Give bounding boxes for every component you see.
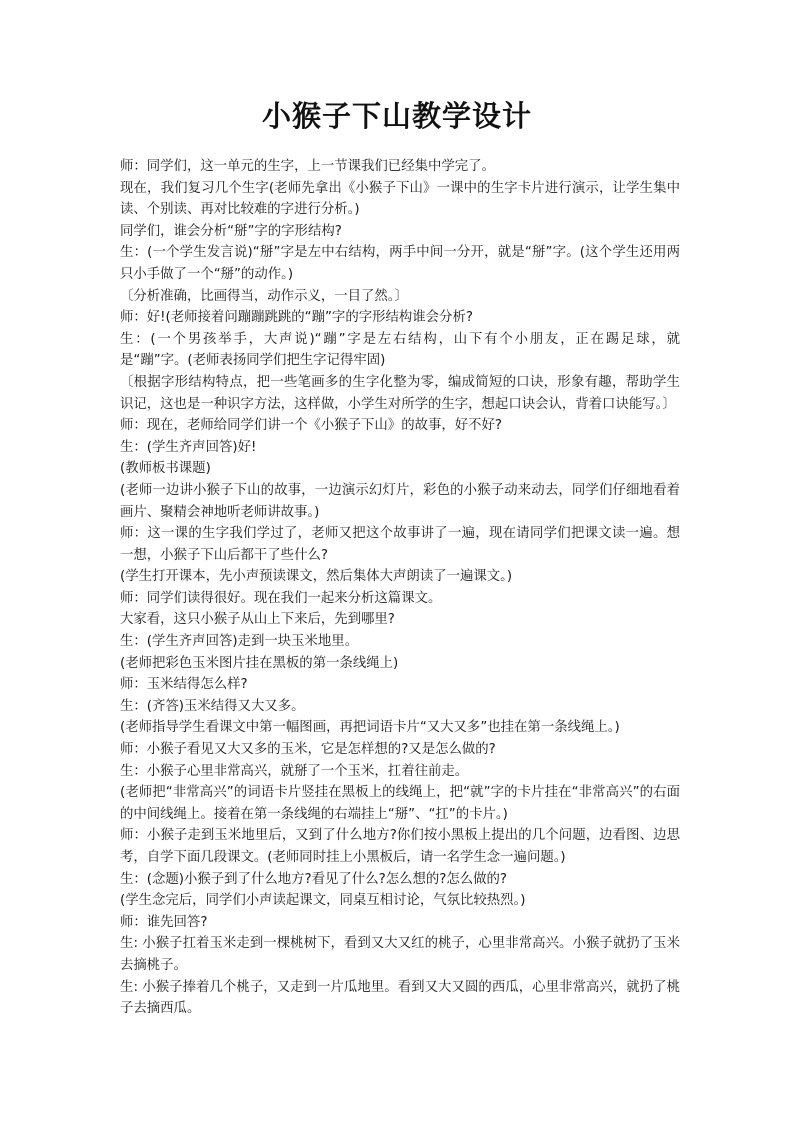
paragraph: (老师把“非常高兴”的词语卡片竖挂在黑板上的线绳上，把“就”字的卡片挂在“非常高兴”的右面的中间线绳上。接着在第一条线绳的右端挂上“掰”、“扛”的卡片。) [120, 785, 680, 822]
paragraph: 师：谁先回答? [120, 914, 208, 930]
paragraph: (教师板书课题) [120, 461, 211, 477]
paragraph: 师：这一课的生字我们学过了，老师又把这个故事讲了一遍，现在请同学们把课文读一遍。想一想，小猴子下山后都干了些什么? [120, 526, 680, 563]
paragraph: 生：(一个学生发言说)“掰”字是左中右结构，两手中间一分开，就是“掰”字。(这个学生还用两只小手做了一个“掰”的动作。) [120, 245, 680, 282]
paragraph: 生: 小猴子扛着玉米走到一棵桃树下，看到又大又红的桃子，心里非常高兴。小猴子就扔了玉米去摘桃子。 [120, 936, 680, 973]
paragraph: 〔根据字形结构特点，把一些笔画多的生字化整为零，编成简短的口诀，形象有趣，帮助学生识记，这也是一种识字方法，这样做，小学生对所学的生字，想起口诀会认，背着口诀能写。〕 [120, 374, 680, 412]
paragraph: 师：小猴子走到玉米地里后，又到了什么地方?你们按小黑板上提出的几个问题，边看图、边思考，自学下面几段课文。(老师同时挂上小黑板后，请一名学生念一遍问题。) [120, 828, 680, 865]
paragraph: 〔分析准确，比画得当，动作示义，一目了然。〕 [120, 288, 408, 304]
paragraph: (老师一边讲小猴子下山的故事，一边演示幻灯片，彩色的小猴子动来动去，同学们仔细地看着画片、聚精会神地听老师讲故事。) [120, 482, 680, 520]
paragraph: 生：(齐答)玉米结得又大又多。 [120, 698, 305, 714]
paragraph: 生：(一个男孩举手，大声说)“蹦”字是左右结构，山下有个小朋友，正在踢足球，就是“蹦”字。(老师表扬同学们把生字记得牢固) [120, 331, 680, 369]
paragraph: (老师指导学生看课文中第一幅图画，再把词语卡片“又大又多”也挂在第一条线绳上。) [120, 720, 620, 736]
document-title: 小猴子下山教学设计 [261, 99, 532, 133]
paragraph: 师：小猴子看见又大又多的玉米，它是怎样想的?又是怎么做的? [120, 742, 496, 758]
paragraph: 师：现在，老师给同学们讲一个《小猴子下山》的故事，好不好? [120, 418, 503, 434]
paragraph: (老师把彩色玉米图片挂在黑板的第一条线绳上) [120, 655, 399, 671]
paragraph: 现在，我们复习几个生字(老师先拿出《小猴子下山》一课中的生字卡片进行演示，让学生集中读、个别读、再对比较难的字进行分析。) [120, 180, 680, 218]
paragraph: 生：(念题)小猴子到了什么地方?看见了什么?怎么想的?怎么做的? [120, 871, 508, 887]
paragraph: 师：玉米结得怎么样? [120, 677, 248, 693]
paragraph: 同学们，谁会分析“掰”字的字形结构? [120, 223, 342, 239]
paragraph: 生：(学生齐声回答)走到一块玉米地里。 [120, 634, 359, 650]
document-body [120, 156, 680, 1020]
paragraph: 师：同学们，这一单元的生字，上一节课我们已经集中学完了。 [120, 159, 495, 174]
paragraph: (学生打开课本，先小声预读课文，然后集体大声朗读了一遍课文。) [120, 569, 513, 585]
paragraph: 生：(学生齐声回答)好! [120, 439, 257, 455]
paragraph: 大家看，这只小猴子从山上下来后，先到哪里? [120, 612, 395, 628]
paragraph: 师：同学们读得很好。现在我们一起来分析这篇课文。 [120, 590, 442, 606]
paragraph: (学生念完后，同学们小声读起课文，同桌互相讨论，气氛比较热烈。) [120, 893, 526, 909]
paragraph: 生: 小猴子捧着几个桃子，又走到一片瓜地里。看到又大又圆的西瓜，心里非常高兴，就扔了桃子去摘西瓜。 [120, 979, 680, 1017]
paragraph: 师：好!(老师接着问蹦蹦跳跳的“蹦”字的字形结构谁会分析? [120, 310, 473, 326]
paragraph: 生：小猴子心里非常高兴，就掰了一个玉米，扛着往前走。 [120, 763, 469, 779]
